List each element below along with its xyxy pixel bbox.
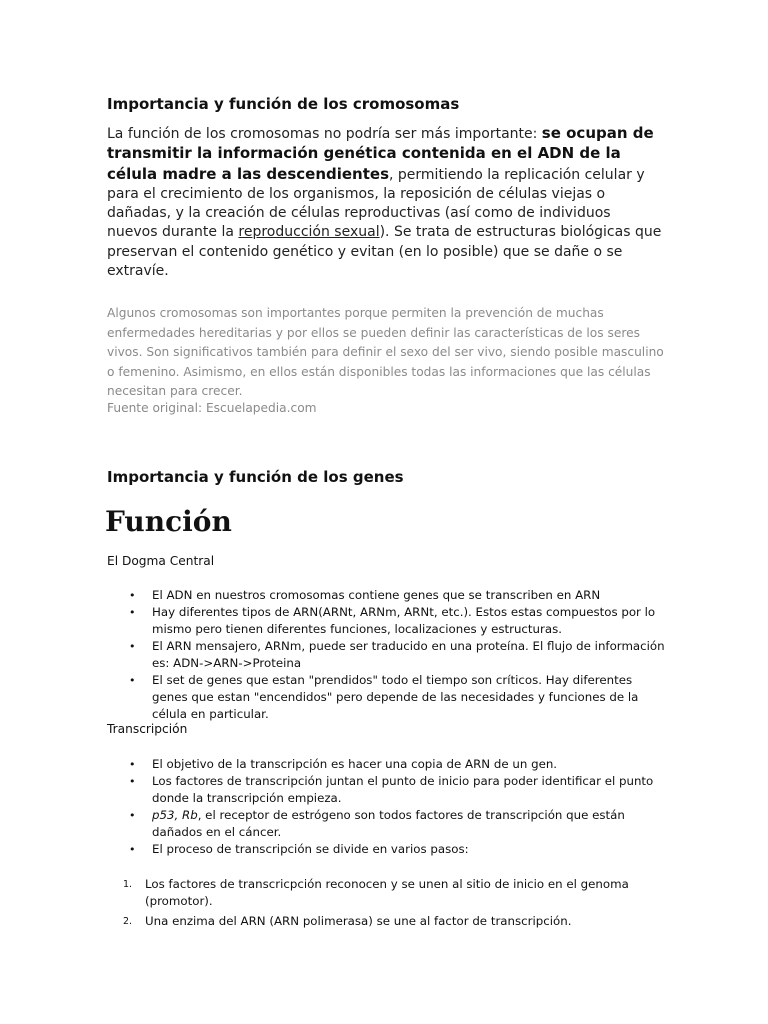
list-item: [107, 587, 667, 604]
bullet-icon: •: [129, 809, 136, 822]
source-citation: Fuente original: Escuelapedia.com: [107, 401, 317, 415]
list-item-text: El set de genes que estan "prendidos" todo el tiempo son críticos. Hay diferentes genes que estan "encendidos" pero depende de las necesidades y funciones de la célula en particular.: [152, 673, 639, 721]
bullet-icon: •: [129, 589, 136, 602]
list-item: [107, 672, 667, 723]
list-item-text: Los factores de transcricpción reconocen y se unen al sitio de inicio en el genoma (promotor).: [145, 877, 629, 908]
bullet-icon: •: [129, 606, 136, 619]
paragraph-bold-text: se ocupan de transmitir la información genética contenida en el ADN de la célula madre a las descendientes: [107, 124, 654, 183]
paragraph-text-end: ). Se trata de estructuras biológicas que preservan el contenido genético y evitan (en lo posible) que se dañe o se extravíe.: [107, 224, 662, 280]
list-item-text: El objetivo de la transcripción es hacer una copia de ARN de un gen.: [152, 757, 558, 771]
list-item: [107, 807, 667, 841]
list-item: [107, 638, 667, 672]
bullet-icon: •: [129, 758, 136, 771]
bullet-icon: •: [129, 674, 136, 687]
list-item-text: Los factores de transcripción juntan el punto de inicio para poder identificar el punto donde la transcripción empieza.: [152, 774, 654, 805]
bullet-icon: •: [129, 640, 136, 653]
transcription-list: [107, 756, 667, 858]
list-item-text: El proceso de transcripción se divide en varios pasos:: [152, 842, 469, 856]
gene-names-italic: p53, Rb: [152, 808, 198, 822]
list-item-text: El ARN mensajero, ARNm, puede ser traducido en una proteína. El flujo de información es: ADN->ARN->Proteina: [152, 639, 665, 670]
bullet-icon: •: [129, 843, 136, 856]
list-item-text: , el receptor de estrógeno son todos factores de transcripción que están dañados en el cáncer.: [152, 808, 625, 839]
central-dogma-heading: El Dogma Central: [107, 554, 215, 568]
section-heading-genes: Importancia y función de los genes: [107, 468, 404, 486]
list-item-text: Una enzima del ARN (ARN polimerasa) se une al factor de transcripción.: [145, 914, 572, 928]
list-item: [107, 773, 667, 807]
transcription-steps-list: [107, 876, 667, 930]
list-item: [107, 913, 667, 930]
list-item-text: El ADN en nuestros cromosomas contiene genes que se transcriben en ARN: [152, 588, 601, 602]
step-number: 2.: [123, 916, 133, 927]
list-item: [107, 756, 667, 773]
paragraph-text-intro: La función de los cromosomas no podría ser más importante:: [107, 126, 542, 142]
transcription-heading: Transcripción: [107, 722, 188, 736]
step-number: 1.: [123, 879, 133, 890]
section-heading-chromosomes: Importancia y función de los cromosomas: [107, 95, 460, 113]
quoted-paragraph: Algunos cromosomas son importantes porque permiten la prevención de muchas enfermedades hereditarias y por ellos se pueden definir las características de los seres vivos. Son significativos también para definir el sexo del ser vivo, siendo posible masculino o femenino. Asimismo, en ellos están disponibles todas las informaciones que las células necesitan para crecer.: [107, 306, 664, 399]
list-item: [107, 876, 667, 910]
function-title: Función: [105, 505, 232, 538]
sexual-reproduction-link[interactable]: reproducción sexual: [238, 224, 380, 241]
list-item: [107, 604, 667, 638]
central-dogma-list: [107, 587, 667, 723]
list-item: [107, 841, 667, 858]
bullet-icon: •: [129, 775, 136, 788]
chromosome-function-paragraph: [107, 124, 662, 281]
list-item-text: Hay diferentes tipos de ARN(ARNt, ARNm, ARNt, etc.). Estos estas compuestos por lo mismo pero tienen diferentes funciones, localizaciones y estructuras.: [152, 605, 656, 636]
paragraph-text-middle: , permitiendo la replicación celular y para el crecimiento de los organismos, la reposición de células viejas o dañadas, y la creación de células reproductivas (así como de individuos nuevos durante la: [107, 166, 645, 241]
